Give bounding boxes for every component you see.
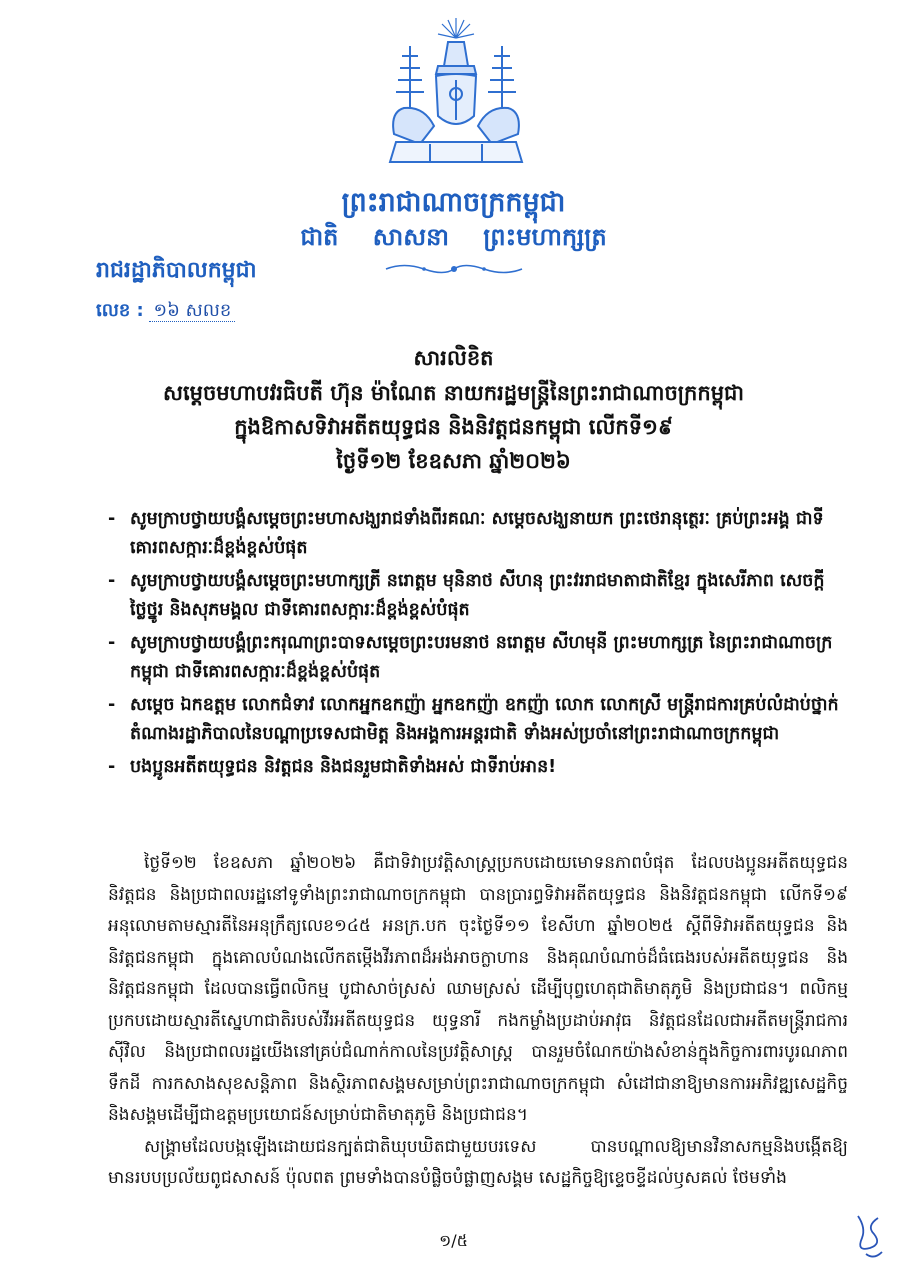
- reference-number: [96, 298, 235, 325]
- national-motto: ជាតិ សាសនា ព្រះមហាក្សត្រ: [300, 223, 607, 251]
- salutation-item: - សម្តេច ឯកឧត្តម លោកជំទាវ លោកអ្នកឧកញ៉ា អ្នកឧកញ៉ា ឧកញ៉ា លោក លោកស្រី មន្ត្រីរាជការគ្រប់លំដាប់ថ្នាក់ តំណាងរដ្ឋាភិបាលនៃបណ្តាប្រទេសជាមិត្ត និងអង្គការអន្តរជាតិ ទាំងអស់ប្រចាំនៅព្រះរាជាណាចក្រកម្ពុជា: [108, 695, 839, 744]
- salutation-item: - សូមក្រាបថ្វាយបង្គំសម្តេចព្រះមហាក្សត្រី នរោត្តម មុនិនាថ សីហនុ ព្រះវររាជមាតាជាតិខ្មែរ ក្នុងសេរីភាព សេចក្តីថ្លៃថ្នូរ និងសុភមង្គល ជាទីគោរពសក្ការៈដ៏ខ្ពង់ខ្ពស់បំផុត: [108, 571, 825, 620]
- page-number: ១/៥: [439, 1231, 468, 1250]
- title-date: ថ្ងៃទី១២ ខែឧសភា ឆ្នាំ២០២៦: [336, 449, 571, 473]
- reference-number-value: ១៦ សលខ: [149, 300, 235, 322]
- body-text: [108, 848, 848, 1195]
- salutation-list: [108, 505, 848, 786]
- divider-ornament-icon: [384, 262, 524, 276]
- salutation-text: សម្តេច ឯកឧត្តម លោកជំទាវ លោកអ្នកឧកញ៉ា អ្នកឧកញ៉ា ឧកញ៉ា លោក លោកស្រី មន្ត្រីរាជការគ្រប់លំដាប់ថ្នាក់ តំណាងរដ្ឋាភិបាលនៃបណ្តាប្រទេសជាមិត្ត និងអង្គការអន្តរជាតិ ទាំងអស់ប្រចាំនៅព្រះរាជាណាចក្រកម្ពុជា: [130, 695, 839, 744]
- reference-number-label: លេខ :: [96, 300, 144, 321]
- body-paragraph: សង្គ្រាមដែលបង្កឡើងដោយជនក្បត់ជាតិឃុបឃិតជាមួយបរទេស បានបណ្តាលឱ្យមានវិនាសកម្មនិងបង្កើតឱ្យមានរបបប្រល័យពូជសាសន៍ ប៉ុលពត ព្រមទាំងបានបំផ្លិចបំផ្លាញសង្គម សេដ្ឋកិច្ចឱ្យខ្ទេចខ្ទីដល់ឫសគល់ ថែមទាំង: [108, 1136, 848, 1188]
- royal-arms-icon: [376, 16, 536, 176]
- government-name: រាជរដ្ឋាភិបាលកម្ពុជា: [96, 258, 257, 283]
- salutation-item: - សូមក្រាបថ្វាយបង្គំព្រះករុណាព្រះបាទសម្តេចព្រះបរមនាថ នរោត្តម សីហមុនី ព្រះមហាក្សត្រ នៃព្រះរាជាណាចក្រកម្ពុជា ជាទីគោរពសក្ការៈដ៏ខ្ពង់ខ្ពស់បំផុត: [108, 633, 833, 682]
- salutation-text: សូមក្រាបថ្វាយបង្គំព្រះករុណាព្រះបាទសម្តេចព្រះបរមនាថ នរោត្តម សីហមុនី ព្រះមហាក្សត្រ នៃព្រះរាជាណាចក្រកម្ពុជា ជាទីគោរពសក្ការៈដ៏ខ្ពង់ខ្ពស់បំផុត: [130, 633, 833, 682]
- salutation-text: បងប្អូនអតីតយុទ្ធជន និវត្តជន និងជនរួមជាតិទាំងអស់ ជាទីរាប់អាន!: [130, 757, 557, 777]
- salutation-text: សូមក្រាបថ្វាយបង្គំសម្តេចព្រះមហាសង្ឃរាជទាំងពីរគណៈ សម្តេចសង្ឃនាយក ព្រះថេរានុត្ថេរៈ គ្រប់ព្រះអង្គ ជាទីគោរពសក្ការៈដ៏ខ្ពង់ខ្ពស់បំផុត: [130, 509, 824, 558]
- salutation-item: - សូមក្រាបថ្វាយបង្គំសម្តេចព្រះមហាសង្ឃរាជទាំងពីរគណៈ សម្តេចសង្ឃនាយក ព្រះថេរានុត្ថេរៈ គ្រប់ព្រះអង្គ ជាទីគោរពសក្ការៈដ៏ខ្ពង់ខ្ពស់បំផុត: [108, 509, 824, 558]
- kingdom-name: ព្រះរាជាណាចក្រកម្ពុជា: [341, 187, 566, 218]
- title-author: សម្តេចមហាបវរធិបតី ហ៊ុន ម៉ាណែត នាយករដ្ឋមន្ត្រីនៃព្រះរាជាណាចក្រកម្ពុជា: [162, 381, 745, 405]
- body-paragraph: ថ្ងៃទី១២ ខែឧសភា ឆ្នាំ២០២៦ គឺជាទិវាប្រវត្តិសាស្ត្រប្រកបដោយមោទនភាពបំផុត ដែលបងប្អូនអតីតយុទ្ធជន និវត្តជន និងប្រជាពលរដ្ឋនៅទូទាំងព្រះរាជាណាចក្រកម្ពុជា បានប្រារព្ធទិវាអតីតយុទ្ធជន និងនិវត្តជនកម្ពុជា លើកទី១៩ អនុលោមតាមស្មារតីនៃអនុក្រឹត្យលេខ១៤៥ អនក្រ.បក ចុះថ្ងៃទី១១ ខែសីហា ឆ្នាំ២០២៥ ស្តីពីទិវាអតីតយុទ្ធជន និងនិវត្តជនកម្ពុជា ក្នុងគោលបំណងលើកតម្កើងវីរភាពដ៏អង់អាចក្លាហាន និងគុណបំណាច់ដ៏ធំធេងរបស់អតីតយុទ្ធជន និងនិវត្តជនកម្ពុជា ដែលបានធ្វើពលិកម្ម បូជាសាច់ស្រស់ ឈាមស្រស់ ដើម្បីបុព្វហេតុជាតិមាតុភូមិ និងប្រជាជន។ ពលិកម្មប្រកបដោយស្មារតីស្នេហាជាតិរបស់វីរអតីតយុទ្ធជន យុទ្ធនារី កងកម្លាំងប្រដាប់អាវុធ និវត្តជនដែលជាអតីតមន្ត្រីរាជការស៊ីវិល និងប្រជាពលរដ្ឋយើងនៅគ្រប់ជំណាក់កាលនៃប្រវត្តិសាស្ត្រ បានរួមចំណែកយ៉ាងសំខាន់ក្នុងកិច្ចការពារបូរណភាពទឹកដី ការកសាងសុខសន្តិភាព និងស្ថិរភាពសង្គមសម្រាប់ព្រះរាជាណាចក្រកម្ពុជា សំដៅជានាឱ្យមានការអភិវឌ្ឍសេដ្ឋកិច្ចនិងសង្គមដើម្បីជាឧត្តមប្រយោជន៍សម្រាប់ជាតិមាតុភូមិ និងប្រជាជន។: [108, 853, 848, 1125]
- salutation-item: - បងប្អូនអតីតយុទ្ធជន និវត្តជន និងជនរួមជាតិទាំងអស់ ជាទីរាប់អាន!: [108, 757, 557, 777]
- initials-signature-icon: [852, 1208, 888, 1264]
- title-occasion: ក្នុងឱកាសទិវាអតីតយុទ្ធជន និងនិវត្តជនកម្ពុជា លើកទី១៩: [234, 415, 673, 439]
- salutation-text: សូមក្រាបថ្វាយបង្គំសម្តេចព្រះមហាក្សត្រី នរោត្តម មុនិនាថ សីហនុ ព្រះវររាជមាតាជាតិខ្មែរ ក្នុងសេរីភាព សេចក្តីថ្លៃថ្នូរ និងសុភមង្គល ជាទីគោរពសក្ការៈដ៏ខ្ពង់ខ្ពស់បំផុត: [130, 571, 825, 620]
- document-type: សារលិខិត: [413, 346, 494, 370]
